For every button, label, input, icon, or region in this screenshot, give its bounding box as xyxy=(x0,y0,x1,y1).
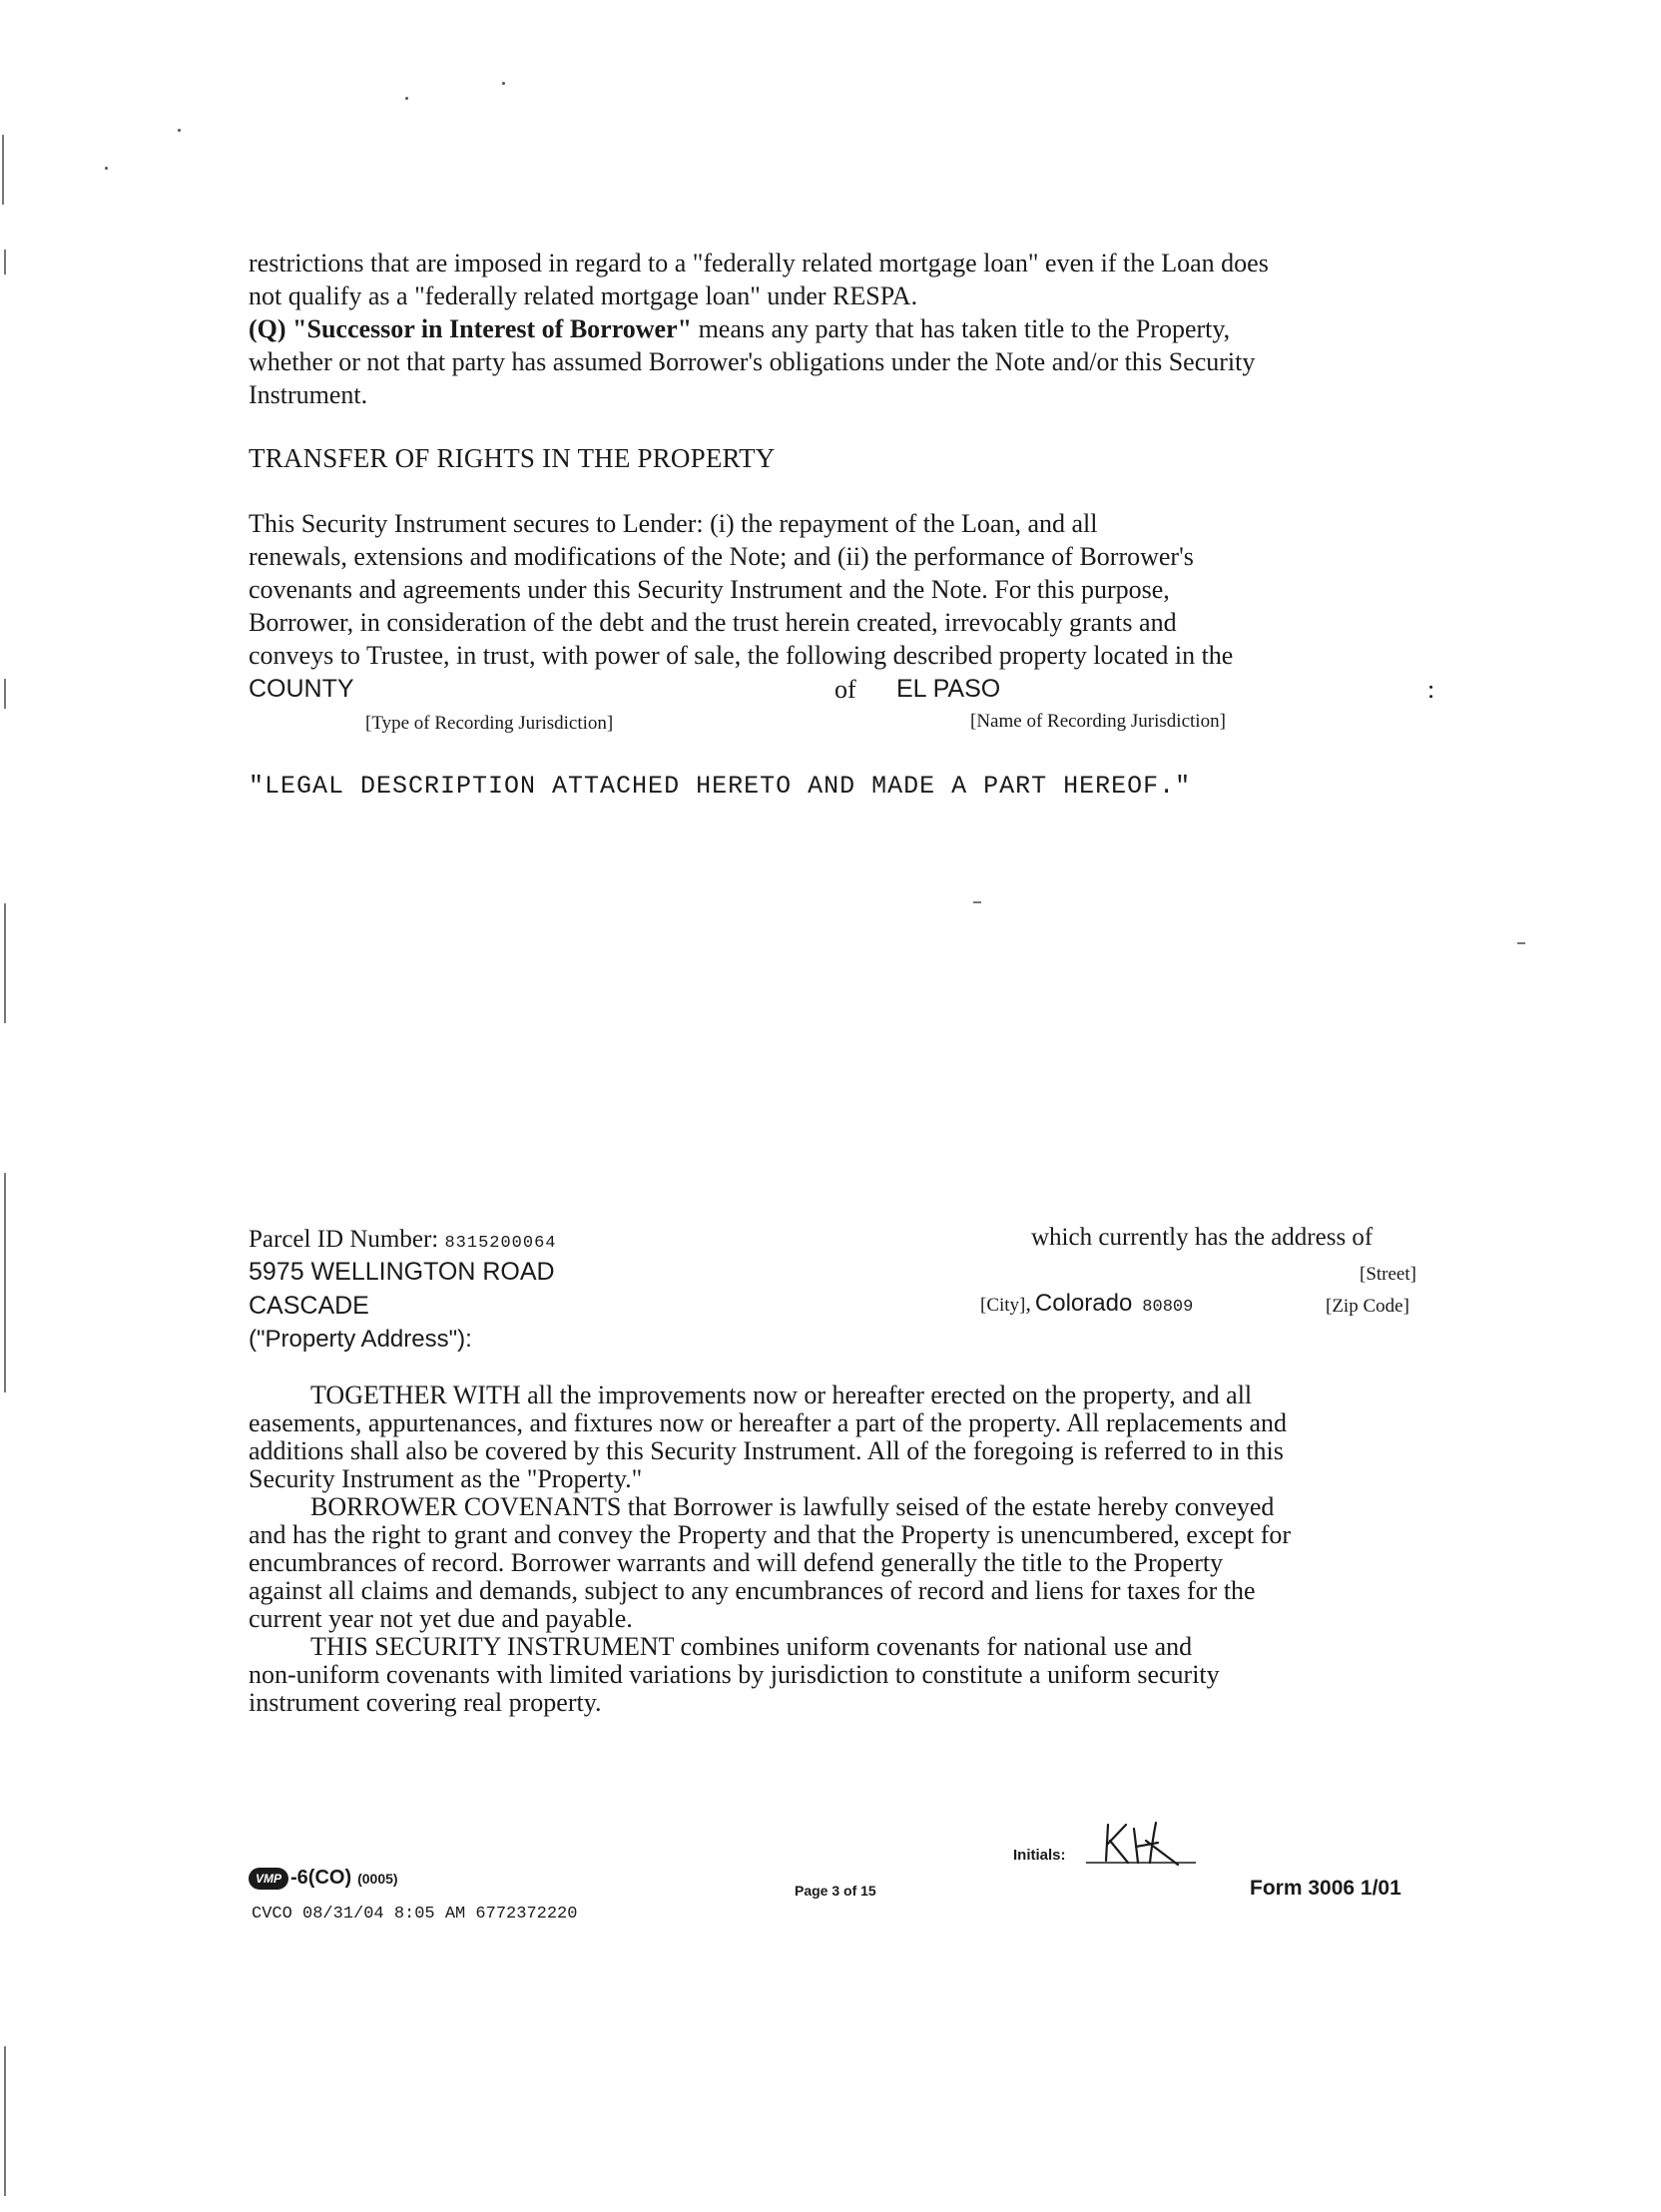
definitions-continuation xyxy=(249,247,1442,411)
borrower-covenants-paragraph xyxy=(249,1493,1442,1633)
vmp-logo: VMP xyxy=(249,1868,288,1890)
text-line: BORROWER COVENANTS that Borrower is lawfully seised of the estate hereby conveyed xyxy=(310,1492,1275,1521)
scan-edge-mark xyxy=(4,2046,6,2196)
jurisdiction-type-caption: [Type of Recording Jurisdiction] xyxy=(365,713,614,734)
section-heading: TRANSFER OF RIGHTS IN THE PROPERTY xyxy=(249,443,776,473)
form-number: Form 3006 1/01 xyxy=(1250,1877,1401,1900)
text-line: additions shall also be covered by this Security Instrument. All of the foregoing is referred to in this xyxy=(249,1436,1284,1465)
security-instrument-paragraph xyxy=(249,1633,1442,1717)
text-line: covenants and agreements under this Security Instrument and the Note. For this purpose, xyxy=(249,575,1170,604)
text-line: restrictions that are imposed in regard to a "federally related mortgage loan" even if the Loan does xyxy=(249,249,1269,277)
zip-caption: [Zip Code] xyxy=(1326,1296,1409,1317)
form-code xyxy=(249,1867,398,1890)
jurisdiction-colon: : xyxy=(1427,675,1435,704)
scan-edge-mark xyxy=(4,679,6,709)
text-line: THIS SECURITY INSTRUMENT combines uniform covenants for national use and xyxy=(310,1632,1193,1661)
property-address-label: ("Property Address"): xyxy=(249,1326,472,1353)
transfer-paragraph xyxy=(249,507,1442,672)
text-line: renewals, extensions and modifications of the Note; and (ii) the performance of Borrower's xyxy=(249,542,1194,571)
scan-speck xyxy=(405,97,408,100)
text-line: whether or not that party has assumed Borrower's obligations under the Note and/or this Security xyxy=(249,347,1256,376)
scan-edge-mark xyxy=(2,135,4,205)
text-line: Borrower, in consideration of the debt and the trust herein created, irrevocably grants and xyxy=(249,608,1177,637)
text-line: current year not yet due and payable. xyxy=(249,1604,633,1633)
text-line: encumbrances of record. Borrower warrants and will defend generally the title to the Property xyxy=(249,1548,1224,1577)
text-line: TOGETHER WITH all the improvements now or hereafter erected on the property, and all xyxy=(310,1381,1253,1409)
parcel-number: 8315200064 xyxy=(444,1234,557,1253)
property-city: CASCADE xyxy=(249,1292,369,1320)
together-with-paragraph xyxy=(249,1382,1442,1493)
of-word: of xyxy=(834,675,856,704)
text-line: against all claims and demands, subject to any encumbrances of record and liens for taxes for the xyxy=(249,1576,1256,1605)
property-street: 5975 WELLINGTON ROAD xyxy=(249,1258,555,1286)
scan-speck xyxy=(502,82,505,85)
scan-speck xyxy=(973,901,981,903)
text-line: conveys to Trustee, in trust, with power of sale, the following described property located in the xyxy=(249,641,1234,670)
jurisdiction-type: COUNTY xyxy=(249,675,354,703)
text-line: not qualify as a "federally related mortgage loan" under RESPA. xyxy=(249,281,918,310)
initials-label: Initials: xyxy=(1013,1847,1066,1864)
text-line: This Security Instrument secures to Lender: (i) the repayment of the Loan, and all xyxy=(249,509,1098,538)
property-state: Colorado xyxy=(1034,1290,1133,1317)
scan-speck xyxy=(178,129,181,132)
city-state-zip xyxy=(980,1290,1193,1318)
definition-label: (Q) xyxy=(249,314,286,343)
definition-term: "Successor in Interest of Borrower" xyxy=(292,314,693,343)
city-caption: [City] xyxy=(980,1295,1026,1316)
form-code-sub: (0005) xyxy=(357,1870,398,1887)
jurisdiction-name-caption: [Name of Recording Jurisdiction] xyxy=(970,711,1226,732)
page-number: Page 3 of 15 xyxy=(795,1883,876,1899)
scan-edge-mark xyxy=(4,1173,6,1392)
scan-speck xyxy=(1517,942,1525,944)
text-line: Security Instrument as the "Property." xyxy=(249,1464,643,1493)
initials-signature xyxy=(1086,1819,1216,1869)
text-line: Instrument. xyxy=(249,380,368,409)
text-line: instrument covering real property. xyxy=(249,1688,602,1717)
scan-speck xyxy=(105,167,108,170)
text-line: non-uniform covenants with limited variations by jurisdiction to constitute a uniform security xyxy=(249,1660,1220,1689)
scan-edge-mark xyxy=(4,250,6,275)
scan-edge-mark xyxy=(4,903,6,1023)
text-line: and has the right to grant and convey the Property and that the Property is unencumbered, except for xyxy=(249,1520,1292,1549)
legal-description: "LEGAL DESCRIPTION ATTACHED HERETO AND MADE A PART HEREOF." xyxy=(249,772,1192,801)
tracking-code: CVCO 08/31/04 8:05 AM 6772372220 xyxy=(252,1905,578,1924)
comma: , xyxy=(1025,1291,1031,1316)
form-code-text: -6(CO) xyxy=(290,1867,352,1889)
street-caption: [Street] xyxy=(1360,1264,1416,1285)
property-zip: 80809 xyxy=(1142,1298,1194,1317)
definition-text: means any party that has taken title to the Property, xyxy=(698,314,1231,343)
text-line: easements, appurtenances, and fixtures now or hereafter a part of the property. All replacements and xyxy=(249,1408,1288,1437)
parcel-label: Parcel ID Number: xyxy=(249,1226,439,1253)
definition-q xyxy=(249,312,1442,345)
jurisdiction-name: EL PASO xyxy=(896,675,1001,703)
parcel-id xyxy=(249,1226,557,1254)
address-of-text: which currently has the address of xyxy=(1031,1224,1374,1251)
